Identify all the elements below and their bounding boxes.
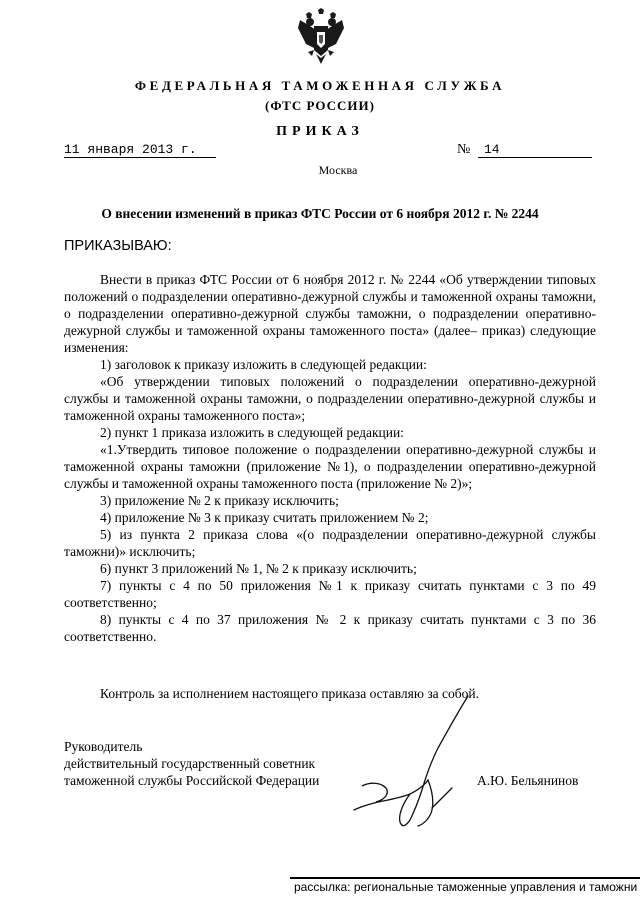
coat-of-arms-emblem [296, 8, 346, 66]
signatory-role-line: действительный государственный советник [64, 756, 316, 771]
order-number-label: № [457, 142, 471, 157]
body-paragraph: 6) пункт 3 приложений № 1, № 2 к приказу исключить; [100, 561, 417, 576]
body-paragraph: «1.Утвердить типовое положение о подразделении оперативно-дежурной службы и таможенной охраны таможни (приложение №1), о подразделении оперативно-дежурной службы и таможенной охраны таможенного поста (приложение № 2)»; [64, 442, 596, 491]
body-paragraph: 7) пункты с 4 по 50 приложения №1 к приказу считать пунктами с 3 по 49 соответственно; [64, 578, 596, 610]
body-paragraph: 5) из пункта 2 приказа слова «(о подразделении оперативно-дежурной службы таможни)» исключить; [64, 527, 596, 559]
order-date: 11 января 2013 г. [64, 142, 197, 157]
handwritten-signature [340, 690, 490, 835]
body-paragraph: Внести в приказ ФТС России от 6 ноября 2012 г. № 2244 «Об утверждении типовых положений о подразделении оперативно-дежурной службы и таможенной охраны таможни, о подразделении оперативно-дежурной службы таможни, о подразделении оперативно-дежурной службы и таможенной охраны таможенного поста» (далее– приказ) следующие изменения: [64, 272, 596, 355]
control-clause: Контроль за исполнением настоящего приказа оставляю за собой. [100, 686, 479, 701]
signatory-role-line: таможенной службы Российской Федерации [64, 773, 320, 788]
agency-name: ФЕДЕРАЛЬНАЯ ТАМОЖЕННАЯ СЛУЖБА [134, 78, 506, 93]
agency-short-name: (ФТС РОССИИ) [265, 98, 375, 113]
distribution-note: рассылка: региональные таможенные управления и таможни [294, 880, 638, 894]
date-underline [64, 157, 216, 158]
directive-word: ПРИКАЗЫВАЮ: [64, 238, 172, 254]
distribution-rule [290, 877, 640, 879]
order-subject: О внесении изменений в приказ ФТС России от 6 ноября 2012 г. № 2244 [101, 206, 539, 221]
body-paragraph: 8) пункты с 4 по 37 приложения № 2 к приказу считать пунктами с 3 по 36 соответственно. [64, 612, 596, 644]
document-type: ПРИКАЗ [276, 124, 364, 139]
body-paragraph: 3) приложение № 2 к приказу исключить; [100, 493, 339, 508]
number-underline [478, 157, 592, 158]
body-paragraph: «Об утверждении типовых положений о подразделении оперативно-дежурной службы и таможенной охраны таможни, о подразделении оперативно-дежурной службы и таможенной охраны таможенного поста»; [64, 374, 596, 423]
signatory-role-line: Руководитель [64, 739, 143, 754]
body-paragraph: 2) пункт 1 приказа изложить в следующей редакции: [100, 425, 404, 440]
signatory-name: А.Ю. Бельянинов [477, 773, 579, 788]
body-paragraph: 4) приложение № 3 к приказу считать приложением № 2; [100, 510, 429, 525]
order-number: 14 [484, 142, 500, 157]
body-paragraph: 1) заголовок к приказу изложить в следующей редакции: [100, 357, 427, 372]
city: Москва [318, 163, 358, 177]
order-body [64, 271, 596, 645]
